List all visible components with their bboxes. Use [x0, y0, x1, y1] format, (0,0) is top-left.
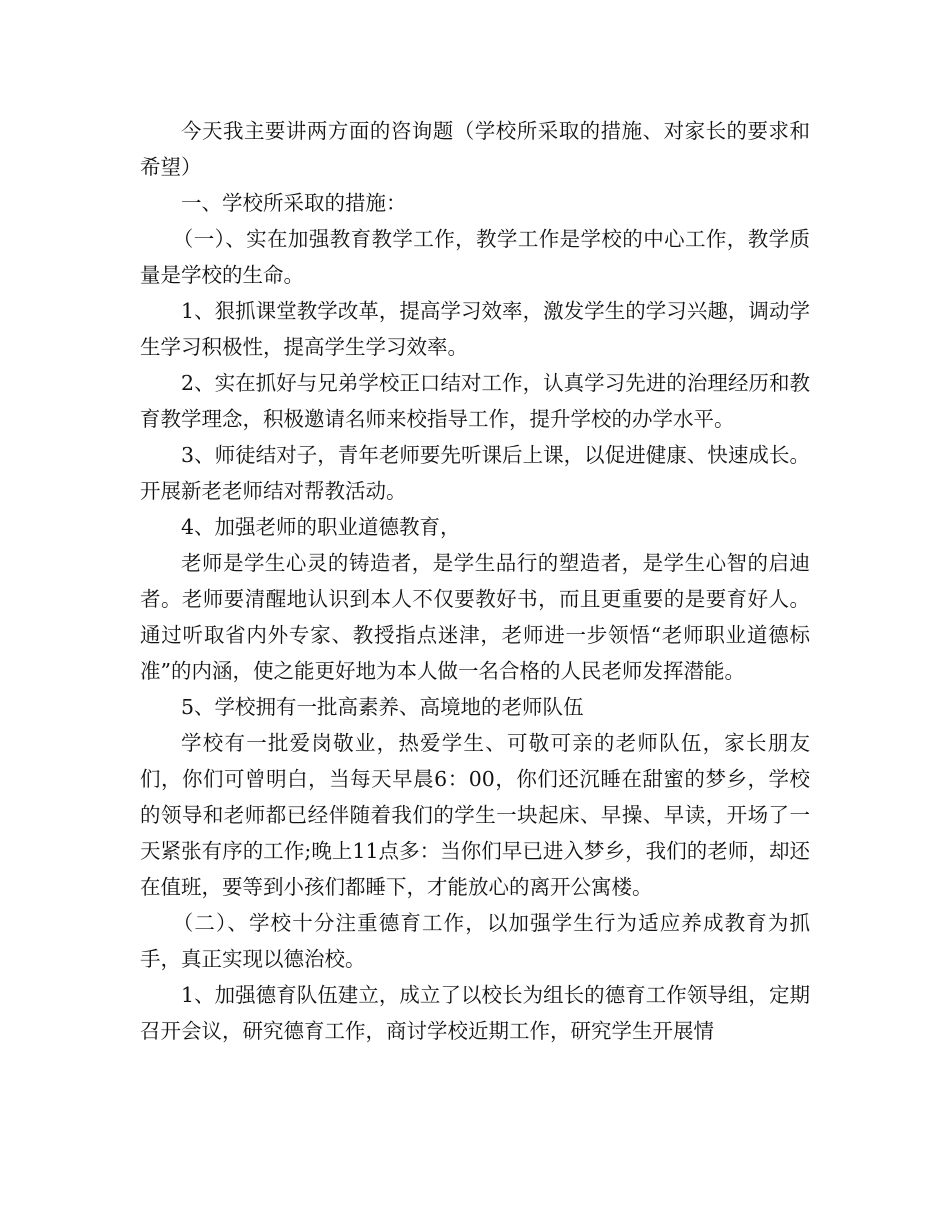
paragraph-item-4: 4、加强老师的职业道德教育， [181, 515, 461, 539]
paragraph-teacher-team: 学校有一批爱岗敬业，热爱学生、可敬可亲的老师队伍，家长朋友们，你们可曾明白，当每天早晨6：00，你们还沉睡在甜蜜的梦乡，学校的领导和老师都已经伴随着我们的学生一块起床、早操、早读，开场了一天紧张有序的工作;晚上11点多：当你们早已进入梦乡，我们的老师，却还在值班，要等到小孩们都睡下，才能放心的离开公寓楼。 [140, 731, 810, 899]
paragraph-intro: 今天我主要讲两方面的咨询题（学校所采取的措施、对家长的要求和希望） [140, 119, 810, 179]
heading-subsection-1: （一）、实在加强教育教学工作，教学工作是学校的中心工作，教学质量是学校的生命。 [140, 227, 810, 287]
paragraph-item-3: 3、师徒结对子，青年老师要先听课后上课，以促进健康、快速成长。开展新老老师结对帮教活动。 [140, 443, 810, 503]
paragraph-teacher-ethics: 老师是学生心灵的铸造者，是学生品行的塑造者，是学生心智的启迪者。老师要清醒地认识到本人不仅要教好书，而且更重要的是要育好人。通过听取省内外专家、教授指点迷津，老师进一步领悟“老师职业道德标准”的内涵，使之能更好地为本人做一名合格的人民老师发挥潜能。 [140, 551, 810, 683]
document-body [140, 113, 810, 1049]
paragraph-moral-item-1: 1、加强德育队伍建立，成立了以校长为组长的德育工作领导组，定期召开会议，研究德育工作，商讨学校近期工作，研究学生开展情 [140, 983, 810, 1043]
heading-section-1: 一、学校所采取的措施： [181, 191, 407, 215]
paragraph-item-2: 2、实在抓好与兄弟学校正口结对工作，认真学习先进的治理经历和教育教学理念，积极邀请名师来校指导工作，提升学校的办学水平。 [140, 371, 810, 431]
paragraph-item-5: 5、学校拥有一批高素养、高境地的老师队伍 [181, 695, 584, 719]
paragraph-item-1: 1、狠抓课堂教学改革，提高学习效率，激发学生的学习兴趣，调动学生学习积极性，提高学生学习效率。 [140, 299, 810, 359]
heading-subsection-2: （二）、学校十分注重德育工作，以加强学生行为适应养成教育为抓手，真正实现以德治校。 [140, 911, 810, 971]
